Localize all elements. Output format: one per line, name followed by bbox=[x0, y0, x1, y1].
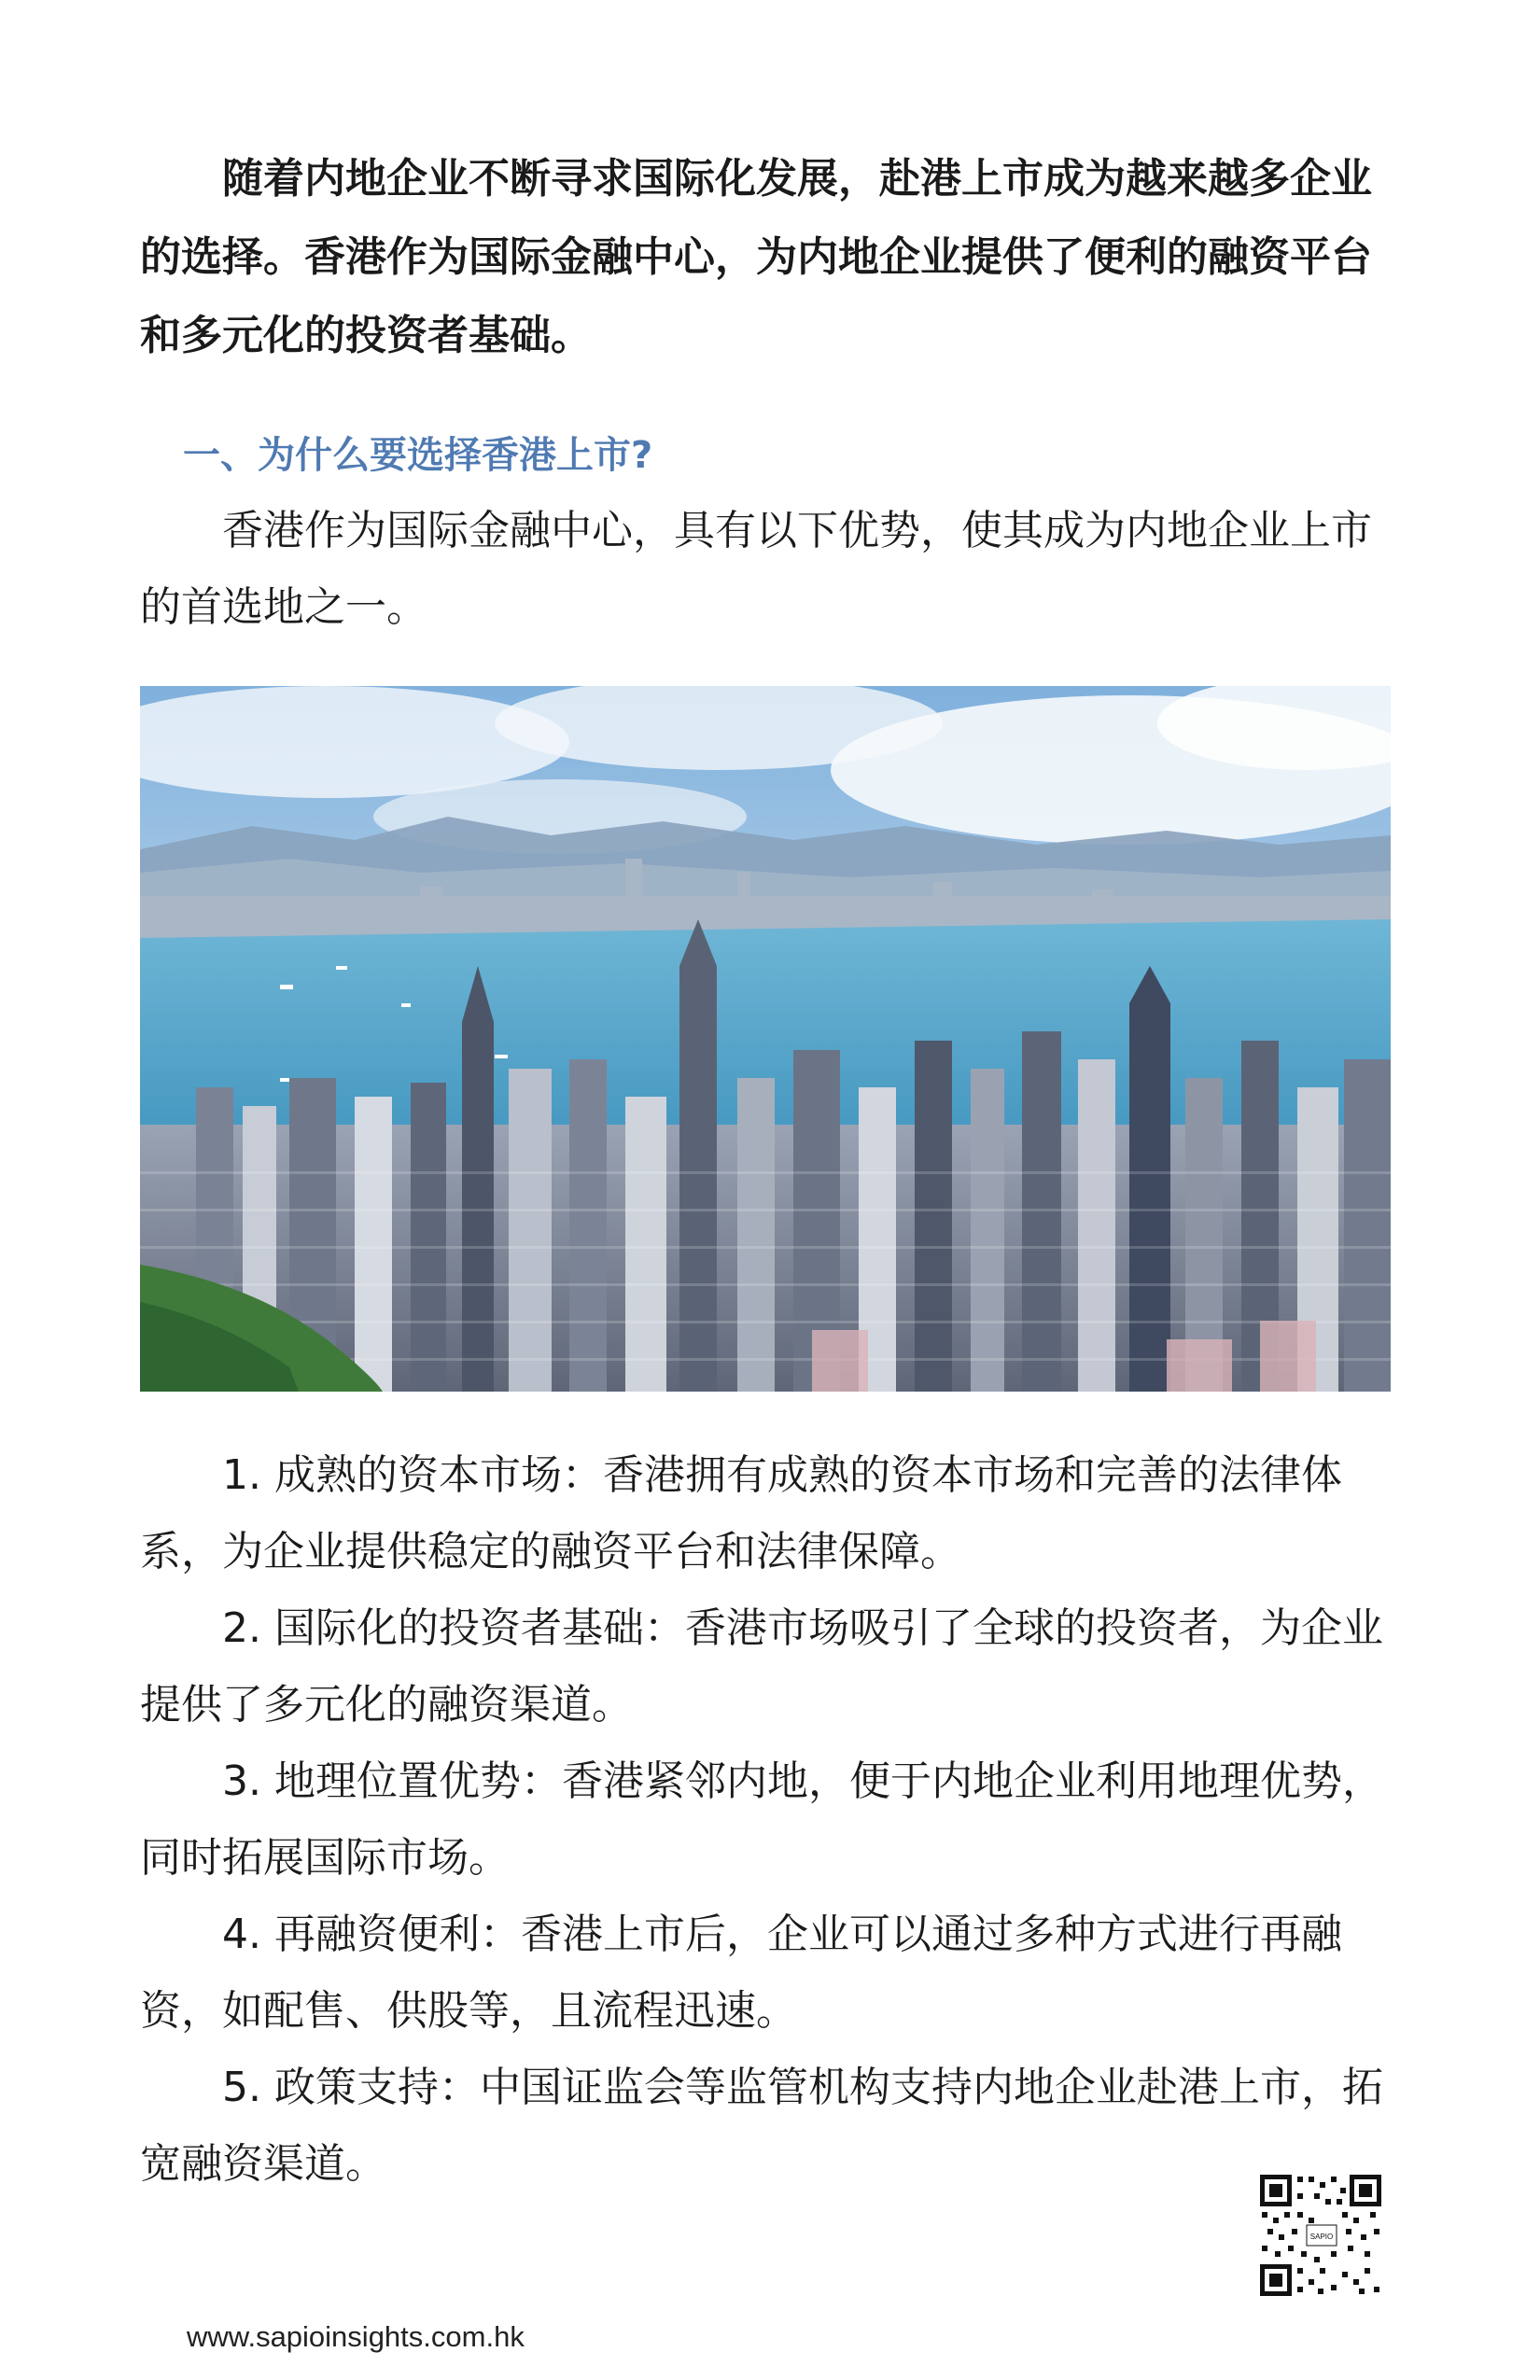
list-item: 2. 国际化的投资者基础：香港市场吸引了全球的投资者，为企业提供了多元化的融资渠道。 bbox=[140, 1604, 1383, 1729]
section-heading: 一、为什么要选择香港上市? bbox=[183, 434, 653, 477]
list-item: 3. 地理位置优势：香港紧邻内地，便于内地企业利用地理优势，同时拓展国际市场。 bbox=[140, 1757, 1383, 1882]
list-item: 1. 成熟的资本市场：香港拥有成熟的资本市场和完善的法律体系，为企业提供稳定的融资平台和法律保障。 bbox=[140, 1451, 1342, 1575]
list-item: 5. 政策支持：中国证监会等监管机构支持内地企业赴港上市，拓宽融资渠道。 bbox=[140, 2064, 1383, 2188]
qr-code-icon bbox=[1260, 2175, 1381, 2296]
website-url[interactable]: www.sapioinsights.com.hk bbox=[187, 2320, 525, 2353]
advantages-list bbox=[140, 1437, 1391, 2203]
qr-logo-text: SAPIO bbox=[1309, 2233, 1334, 2241]
section-lead-paragraph: 香港作为国际金融中心，具有以下优势，使其成为内地企业上市的首选地之一。 bbox=[140, 507, 1372, 631]
hong-kong-skyline-photo bbox=[140, 686, 1391, 1392]
intro-paragraph: 随着内地企业不断寻求国际化发展，赴港上市成为越来越多企业的选择。香港作为国际金融中心，为内地企业提供了便利的融资平台和多元化的投资者基础。 bbox=[140, 155, 1372, 359]
list-item: 4. 再融资便利：香港上市后，企业可以通过多种方式进行再融资，如配售、供股等，且流程迅速。 bbox=[140, 1911, 1342, 2035]
